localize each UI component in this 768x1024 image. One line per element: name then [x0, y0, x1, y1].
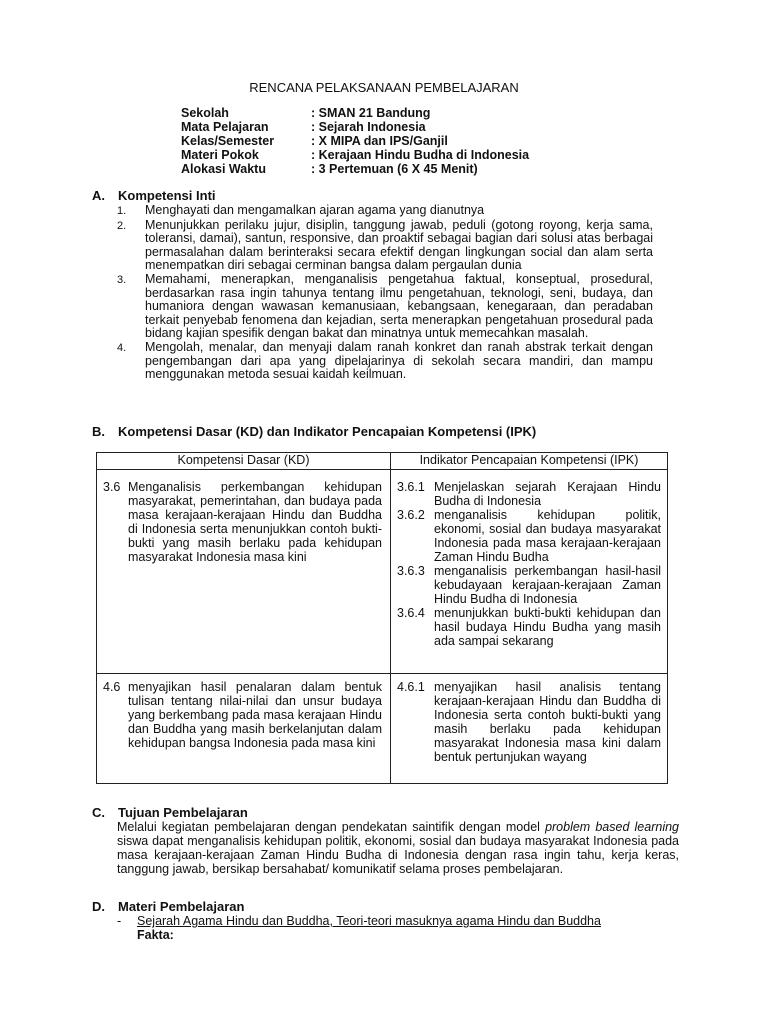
- section-letter: C.: [92, 805, 105, 820]
- document-title: RENCANA PELAKSANAAN PEMBELAJARAN: [249, 80, 519, 95]
- meta-label: Alokasi Waktu: [181, 162, 266, 176]
- list-item: [117, 219, 653, 273]
- ipk-item: [397, 564, 661, 606]
- table-row: [97, 674, 668, 784]
- list-text: Mengolah, menalar, dan menyaji dalam ranah konkret dan ranah abstrak terkait dengan pengembangan dari apa yang dipelajarinya di sekolah secara mandiri, dan mampu menggunakan metoda sesuai kaidah keilmuan.: [145, 339, 653, 382]
- kd-item: [103, 680, 382, 750]
- ipk-code: 3.6.3: [397, 564, 425, 578]
- meta-label: Mata Pelajaran: [181, 120, 269, 134]
- meta-value: : X MIPA dan IPS/Ganjil: [311, 134, 448, 148]
- meta-label: Kelas/Semester: [181, 134, 275, 148]
- materi-subheading: Fakta:: [137, 928, 174, 942]
- list-item: [117, 341, 653, 382]
- kd-item: [103, 480, 382, 564]
- tujuan-paragraph: [117, 820, 679, 876]
- section-title: Tujuan Pembelajaran: [118, 805, 248, 820]
- ipk-cell: [391, 470, 668, 674]
- list-number: 1.: [117, 205, 127, 217]
- ipk-text: menyajikan hasil analisis tentang kerajaan-kerajaan Hindu dan Buddha di Indonesia serta contoh bukti-bukti yang masih berlaku pada kehidupan masyarakat Indonesia masa kini dalam bentuk pertunjukan wayang: [434, 680, 661, 764]
- tujuan-model-name: problem based learning: [545, 820, 679, 834]
- meta-label: Sekolah: [181, 106, 229, 120]
- materi-topic: Sejarah Agama Hindu dan Buddha, Teori-teori masuknya agama Hindu dan Buddha: [137, 914, 601, 928]
- column-header-kd: Kompetensi Dasar (KD): [97, 453, 391, 470]
- tujuan-text-end: siswa dapat menganalisis kehidupan politik, ekonomi, sosial dan budaya masyarakat Indonesia pada masa kerajaan-kerajaan Zaman Hindu Budha di Indonesia dengan rasa ingin tahu, kerja keras, tanggung jawab, bersikap bersahabat/ komunikatif selama proses pembelajaran.: [117, 834, 679, 876]
- ipk-code: 4.6.1: [397, 680, 425, 694]
- section-letter: A.: [92, 188, 105, 203]
- list-item: [117, 204, 653, 219]
- list-number: 4.: [117, 341, 127, 354]
- ipk-cell: [391, 674, 668, 784]
- ipk-code: 3.6.2: [397, 508, 425, 522]
- list-dash: -: [117, 914, 122, 928]
- materi-list: [117, 914, 601, 942]
- ipk-item: [397, 680, 661, 764]
- list-text: Menunjukkan perilaku jujur, disiplin, tanggung jawab, peduli (gotong royong, kerja sama, toleransi, damai), santun, responsive, dan proaktif sebagai bagian dari solusi atas berbagai permasalahan dalam berinteraksi secara efektif dengan lingkungan social dan alam serta menempatkan diri sebagai cerminan bangsa dalam pergaulan dunia: [145, 217, 653, 273]
- ipk-item: [397, 480, 661, 508]
- ipk-item: [397, 508, 661, 564]
- kd-text: Menganalisis perkembangan kehidupan masyarakat, pemerintahan, dan budaya pada masa kerajaan-kerajaan Hindu dan Buddha di Indonesia serta menunjukkan contoh bukti-bukti yang masih berlaku pada kehidupan masyarakat Indonesia masa kini: [128, 480, 382, 564]
- list-text: Menghayati dan mengamalkan ajaran agama yang dianutnya: [145, 203, 485, 217]
- list-number: 3.: [117, 273, 127, 286]
- ipk-text: menunjukkan bukti-bukti kehidupan dan hasil budaya Hindu Budha yang masih ada sampai sekarang: [434, 606, 661, 648]
- meta-value: : SMAN 21 Bandung: [311, 106, 431, 120]
- list-item: [117, 273, 653, 341]
- kd-cell: [97, 674, 391, 784]
- list-item: [117, 914, 601, 928]
- kd-text: menyajikan hasil penalaran dalam bentuk tulisan tentang nilai-nilai dan unsur budaya yang berkembang pada masa kerajaan Hindu dan Buddha yang masih berkelanjutan dalam kehidupan bangsa Indonesia pada masa kini: [128, 680, 382, 750]
- meta-row-mata-pelajaran: [181, 120, 529, 134]
- kompetensi-inti-list: [117, 204, 653, 382]
- kd-code: 4.6: [103, 680, 121, 694]
- ipk-code: 3.6.4: [397, 606, 425, 620]
- section-c-heading: [92, 805, 248, 820]
- meta-value: : 3 Pertemuan (6 X 45 Menit): [311, 162, 478, 176]
- list-text: Memahami, menerapkan, menganalisis pengetahua faktual, konseptual, prosedural, berdasarkan rasa ingin tahunya tentang ilmu pengetahuan, teknologi, seni, budaya, dan humaniora dengan wawasan kemanusiaan, kebangsaan, kenegaraan, dan peradaban terkait penyebab fenomena dan kejadian, serta menerapkan pengetahuan prosedural pada bidang kajian spesifik dengan bakat dan minatnya untuk memecahkan masalah.: [145, 271, 653, 341]
- kd-ipk-table: [96, 452, 668, 784]
- kd-cell: [97, 470, 391, 674]
- table-row: [97, 470, 668, 674]
- meta-value: : Kerajaan Hindu Budha di Indonesia: [311, 148, 530, 162]
- ipk-item: [397, 606, 661, 648]
- tujuan-text-start: Melalui kegiatan pembelajaran dengan pendekatan saintifik dengan model: [117, 820, 546, 834]
- section-letter: D.: [92, 899, 105, 914]
- section-letter: B.: [92, 424, 105, 439]
- section-d-heading: [92, 899, 244, 914]
- list-number: 2.: [117, 219, 127, 232]
- section-title: Materi Pembelajaran: [118, 899, 245, 914]
- meta-row-sekolah: [181, 106, 529, 120]
- meta-label: Materi Pokok: [181, 148, 259, 162]
- meta-value: : Sejarah Indonesia: [311, 120, 426, 134]
- section-a-heading: [92, 188, 216, 203]
- identity-block: [181, 106, 529, 176]
- table-header-row: [97, 453, 668, 470]
- ipk-text: Menjelaskan sejarah Kerajaan Hindu Budha di Indonesia: [434, 480, 661, 508]
- meta-row-kelas-semester: [181, 134, 529, 148]
- ipk-text: menganalisis kehidupan politik, ekonomi, sosial dan budaya masyarakat Indonesia pada masa kerajaan-kerajaan Zaman Hindu Budha: [434, 508, 661, 564]
- column-header-ipk: Indikator Pencapaian Kompetensi (IPK): [391, 453, 668, 470]
- meta-row-materi-pokok: [181, 148, 529, 162]
- section-title: Kompetensi Inti: [118, 188, 216, 203]
- ipk-code: 3.6.1: [397, 480, 425, 494]
- section-b-heading: [92, 424, 536, 439]
- meta-row-alokasi-waktu: [181, 162, 529, 176]
- ipk-text: menganalisis perkembangan hasil-hasil kebudayaan kerajaan-kerajaan Zaman Hindu Budha di Indonesia: [434, 564, 661, 606]
- section-title: Kompetensi Dasar (KD) dan Indikator Pencapaian Kompetensi (IPK): [118, 424, 537, 439]
- kd-code: 3.6: [103, 480, 121, 494]
